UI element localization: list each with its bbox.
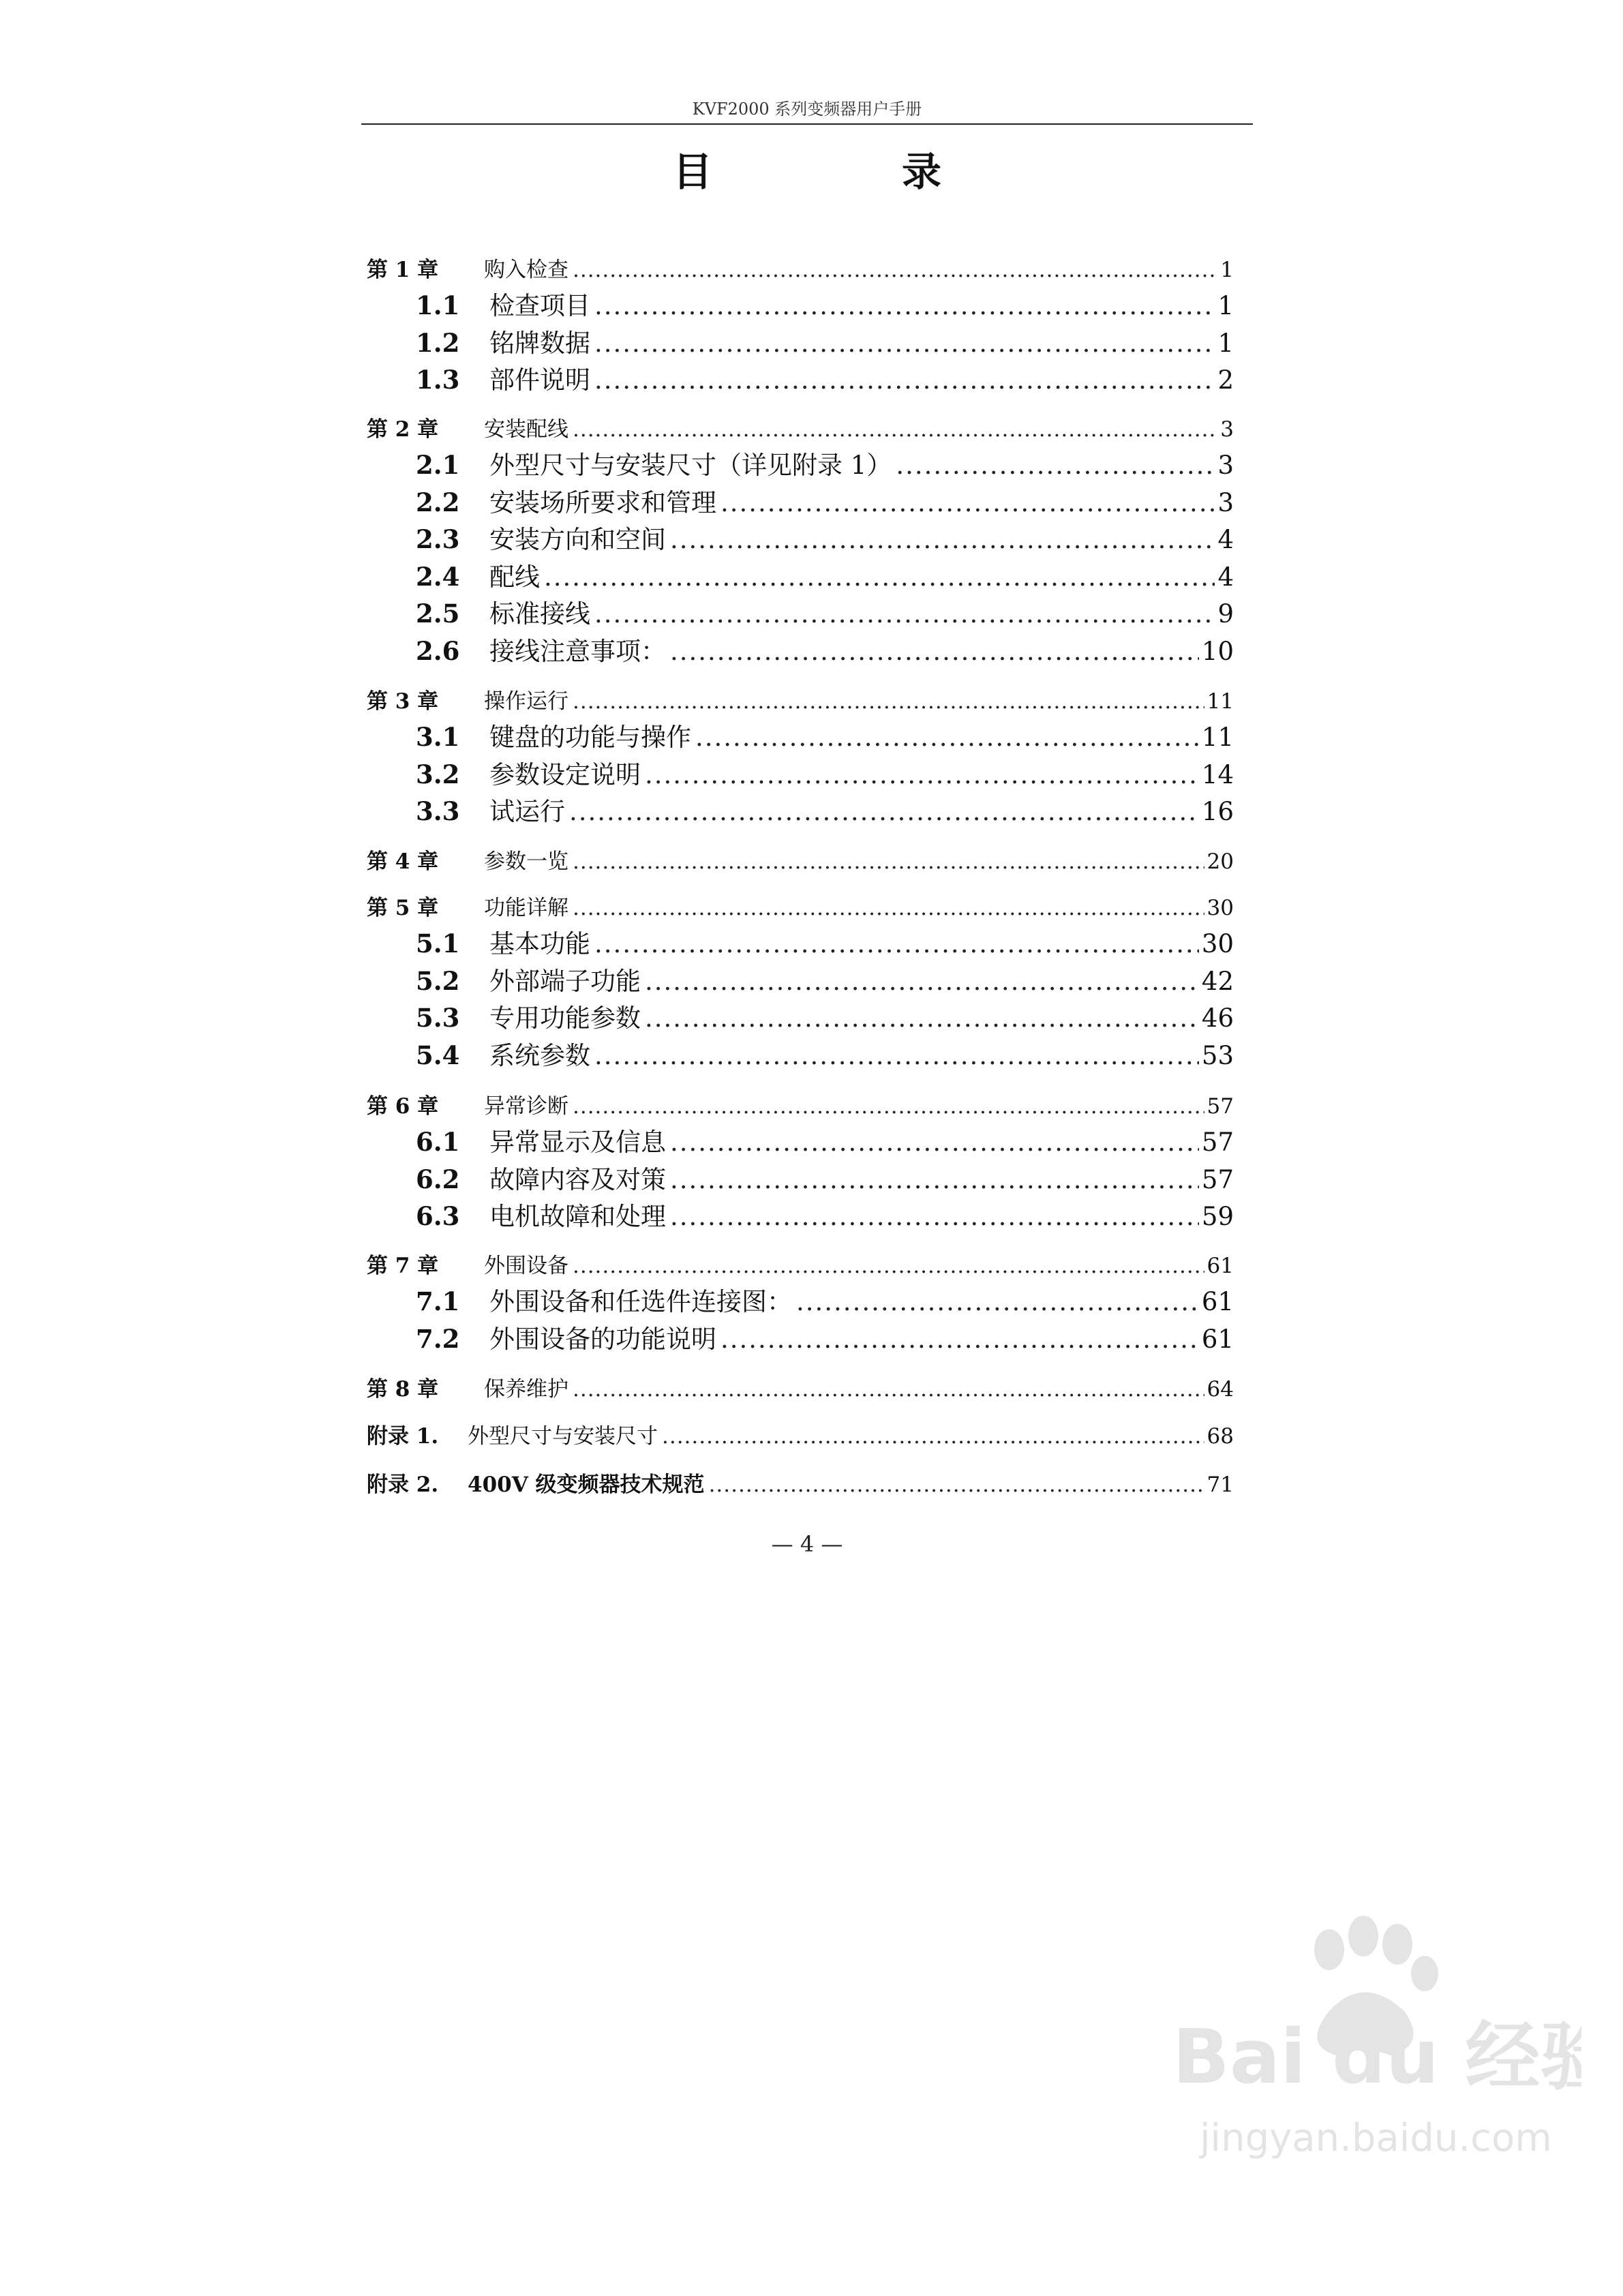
toc-section-2-2[interactable] (367, 482, 1234, 519)
toc-number: 5.1 (416, 928, 460, 958)
leader-dots (573, 1094, 1204, 1119)
toc-title: 操作运行 (484, 689, 568, 714)
toc-section-5-4[interactable] (367, 1035, 1234, 1072)
toc-section-2-5[interactable] (367, 593, 1234, 630)
leader-dots (662, 1424, 1204, 1449)
toc-title: 功能详解 (484, 896, 568, 920)
toc-page: 42 (1201, 967, 1234, 996)
toc-title: 外围设备的功能说明 (489, 1325, 716, 1354)
leader-dots (721, 1325, 1199, 1354)
leader-dots (573, 1377, 1204, 1402)
leader-dots (670, 1128, 1199, 1157)
leader-dots (670, 637, 1199, 666)
toc-number: 第 8 章 (367, 1377, 439, 1402)
toc-title: 外围设备和任选件连接图： (489, 1287, 792, 1316)
toc-section-6-2[interactable] (367, 1159, 1234, 1196)
leader-dots (896, 451, 1215, 480)
toc-page: 16 (1201, 797, 1234, 826)
toc-title: 基本功能 (489, 929, 590, 958)
toc-title: 参数一览 (484, 849, 568, 874)
header-rule (361, 123, 1253, 125)
toc-number: 6.2 (416, 1164, 460, 1194)
toc-title: 电机故障和处理 (489, 1202, 666, 1231)
toc-section-2-3[interactable] (367, 519, 1234, 556)
toc-page: 68 (1207, 1424, 1234, 1449)
toc-title: 专用功能参数 (489, 1003, 641, 1033)
toc-page: 3 (1217, 451, 1234, 480)
leader-dots (573, 258, 1217, 282)
toc-number: 1.3 (416, 365, 460, 395)
toc-number: 3.2 (416, 759, 460, 789)
toc-number: 2.3 (416, 524, 460, 554)
leader-dots (645, 760, 1199, 789)
toc-number: 3.3 (416, 796, 460, 826)
toc-title: 键盘的功能与操作 (489, 723, 691, 752)
toc-title: 购入检查 (484, 258, 568, 282)
toc-number: 附录 1. (367, 1424, 439, 1449)
toc-title: 保养维护 (484, 1377, 568, 1402)
toc-appendix-1[interactable] (367, 1419, 1234, 1449)
leader-dots (645, 1003, 1199, 1033)
toc-number: 第 6 章 (367, 1094, 439, 1119)
toc-chapter-6[interactable] (367, 1089, 1234, 1119)
toc-title: 接线注意事项： (489, 637, 666, 666)
toc-page: 57 (1201, 1165, 1234, 1194)
toc-chapter-3[interactable] (367, 684, 1234, 714)
leader-dots (573, 417, 1217, 442)
toc-number: 5.2 (416, 966, 460, 996)
toc-title: 400V 级变频器技术规范 (468, 1472, 705, 1497)
leader-dots (670, 525, 1215, 554)
leader-dots (594, 365, 1215, 395)
leader-dots (594, 599, 1215, 629)
leader-dots (695, 723, 1199, 752)
running-header: KVF2000 系列变频器用户手册 (692, 100, 922, 119)
toc-section-3-3[interactable] (367, 791, 1234, 828)
toc-title: 铭牌数据 (489, 329, 590, 358)
toc-page: 71 (1207, 1472, 1234, 1497)
toc-page: 1 (1217, 291, 1234, 320)
toc-section-6-1[interactable] (367, 1121, 1234, 1158)
leader-dots (594, 1041, 1199, 1070)
toc-number: 2.2 (416, 487, 460, 517)
leader-dots (796, 1287, 1199, 1316)
toc-section-1-1[interactable] (367, 285, 1234, 322)
toc-page: 2 (1217, 365, 1234, 395)
toc-section-7-1[interactable] (367, 1281, 1234, 1318)
toc-number: 2.4 (416, 562, 460, 592)
toc-page: 57 (1201, 1128, 1234, 1157)
toc-page: 61 (1201, 1325, 1234, 1354)
toc-page: 1 (1217, 329, 1234, 358)
toc-page: 3 (1217, 488, 1234, 517)
toc-page: 30 (1207, 896, 1234, 920)
toc-page: 10 (1201, 637, 1234, 666)
toc-number: 6.3 (416, 1201, 460, 1231)
watermark-url-text: jingyan.baidu.com (1200, 2116, 1552, 2160)
toc-page: 30 (1201, 929, 1234, 958)
toc-number: 5.3 (416, 1003, 460, 1033)
toc-section-5-1[interactable] (367, 923, 1234, 960)
toc-page: 46 (1201, 1003, 1234, 1033)
toc-page: 53 (1201, 1041, 1234, 1070)
toc-number: 第 7 章 (367, 1254, 439, 1278)
toc-number: 6.1 (416, 1127, 460, 1157)
toc-section-1-3[interactable] (367, 359, 1234, 396)
toc-page: 9 (1217, 599, 1234, 629)
toc-chapter-1[interactable] (367, 252, 1234, 283)
leader-dots (594, 929, 1199, 958)
toc-page: 61 (1201, 1287, 1234, 1316)
leader-dots (670, 1165, 1199, 1194)
toc-number: 5.4 (416, 1040, 460, 1070)
toc-title: 安装场所要求和管理 (489, 488, 716, 517)
toc-page: 4 (1217, 562, 1234, 592)
toc-title: 安装配线 (484, 417, 568, 442)
toc-page: 4 (1217, 525, 1234, 554)
toc-section-5-2[interactable] (367, 961, 1234, 997)
toc-title: 系统参数 (489, 1041, 590, 1070)
baidu-jingyan-watermark (1159, 1909, 1581, 2175)
toc-title: 故障内容及对策 (489, 1165, 666, 1194)
toc-number: 1.1 (416, 290, 460, 320)
leader-dots (573, 1254, 1204, 1278)
leader-dots (594, 329, 1215, 358)
toc-page: 3 (1220, 417, 1234, 442)
toc-title: 外型尺寸与安装尺寸 (468, 1424, 658, 1449)
toc-number: 3.1 (416, 722, 460, 752)
toc-title: 参数设定说明 (489, 760, 641, 789)
toc-section-6-3[interactable] (367, 1196, 1234, 1233)
toc-title: 外围设备 (484, 1254, 568, 1278)
toc-title: 外部端子功能 (489, 967, 641, 996)
toc-page: 14 (1201, 760, 1234, 789)
toc-chapter-8[interactable] (367, 1372, 1234, 1402)
leader-dots (721, 488, 1215, 517)
leader-dots (569, 797, 1199, 826)
toc-section-3-1[interactable] (367, 716, 1234, 753)
page-title: 目 录 (672, 149, 1016, 195)
toc-page: 11 (1201, 723, 1234, 752)
toc-section-1-2[interactable] (367, 322, 1234, 359)
toc-section-2-6[interactable] (367, 631, 1234, 667)
toc-page: 1 (1220, 258, 1234, 282)
toc-page: 20 (1207, 849, 1234, 874)
leader-dots (573, 896, 1204, 920)
toc-chapter-5[interactable] (367, 890, 1234, 921)
toc-title: 外型尺寸与安装尺寸（详见附录 1） (489, 451, 892, 480)
leader-dots (670, 1202, 1199, 1231)
toc-appendix-2[interactable] (367, 1467, 1234, 1498)
toc-page: 61 (1207, 1254, 1234, 1278)
toc-section-2-1[interactable] (367, 444, 1234, 481)
toc-number: 2.5 (416, 599, 460, 629)
toc-chapter-7[interactable] (367, 1248, 1234, 1279)
toc-number: 附录 2. (367, 1472, 439, 1497)
page-number: — 4 — (771, 1531, 843, 1557)
leader-dots (645, 967, 1199, 996)
toc-title: 安装方向和空间 (489, 525, 666, 554)
toc-chapter-2[interactable] (367, 412, 1234, 442)
toc-title: 配线 (489, 562, 540, 592)
toc-number: 第 4 章 (367, 849, 439, 874)
toc-title: 部件说明 (489, 365, 590, 395)
toc-page: 11 (1207, 689, 1234, 714)
toc-number: 第 1 章 (367, 258, 439, 282)
leader-dots (573, 849, 1204, 874)
leader-dots (573, 689, 1204, 714)
toc-number: 1.2 (416, 328, 460, 358)
toc-title: 标准接线 (489, 599, 590, 629)
toc-page: 59 (1201, 1202, 1234, 1231)
leader-dots (594, 291, 1215, 320)
watermark-logo-text: Bai du 经验 (1172, 2013, 1581, 2100)
toc-number: 2.6 (416, 636, 460, 666)
toc-number: 7.1 (416, 1286, 460, 1316)
toc-section-3-2[interactable] (367, 754, 1234, 791)
toc-number: 第 3 章 (367, 689, 439, 714)
toc-section-2-4[interactable] (367, 556, 1234, 593)
paw-logo-icon (1159, 1909, 1581, 2175)
toc-number: 2.1 (416, 450, 460, 480)
toc-section-7-2[interactable] (367, 1318, 1234, 1355)
toc-title: 异常诊断 (484, 1094, 568, 1119)
toc-title: 检查项目 (489, 291, 590, 320)
toc-number: 7.2 (416, 1324, 460, 1354)
toc-chapter-4[interactable] (367, 844, 1234, 875)
leader-dots (709, 1472, 1204, 1497)
toc-number: 第 2 章 (367, 417, 439, 442)
toc-page: 64 (1207, 1377, 1234, 1402)
toc-number: 第 5 章 (367, 896, 439, 920)
toc-title: 试运行 (489, 797, 565, 826)
toc-section-5-3[interactable] (367, 997, 1234, 1034)
toc-page: 57 (1207, 1094, 1234, 1119)
leader-dots (544, 562, 1215, 592)
toc-title: 异常显示及信息 (489, 1128, 666, 1157)
